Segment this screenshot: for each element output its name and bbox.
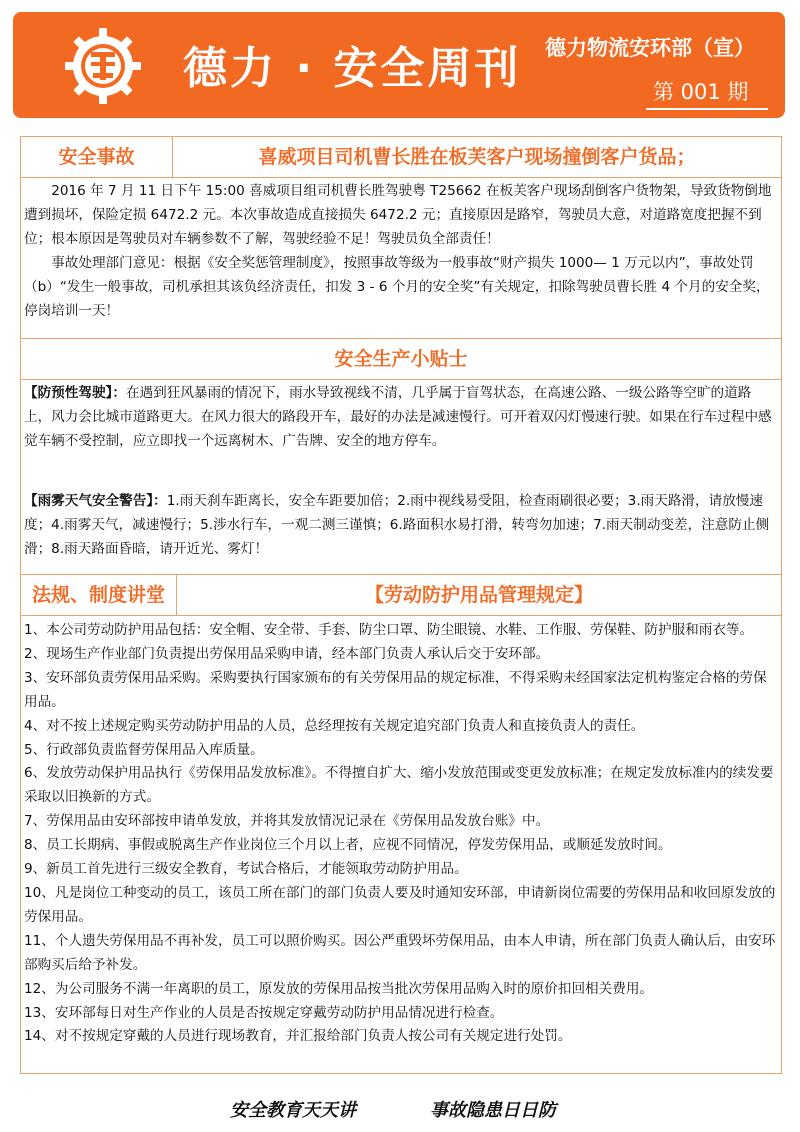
- defensive-driving-label: 【防预性驾驶】：: [24, 385, 126, 401]
- list-item: 8、员工长期病、事假或脱离生产作业岗位三个月以上者，应视不同情况，停发劳保用品，或顺延发放时间。: [24, 837, 672, 854]
- rules-list: [24, 619, 776, 1049]
- newsletter-title: 德力 · 安全周刊: [183, 43, 522, 94]
- list-item: 4、对不按上述规定购买劳动防护用品的人员，总经理按有关规定追究部门负责人和直接负责人的责任。: [24, 717, 645, 734]
- list-item: 3、安环部负责劳保用品采购。采购要执行国家颁布的有关劳保用品的规定标准，不得采购未经国家法定机构鉴定合格的劳保用品。: [24, 669, 767, 710]
- list-item: 2、现场生产作业部门负责提出劳保用品采购申请，经本部门负责人承认后交于安环部。: [24, 645, 550, 662]
- company-gear-logo-icon: [63, 26, 143, 106]
- rules-section-header: [21, 574, 781, 616]
- defensive-driving-tip: [24, 381, 776, 453]
- rain-fog-warning-text: 1.雨天刹车距离长，安全车距要加倍；2.雨中视线易受阻，检查雨刷很必要；3.雨天路滑，请放慢速度；4.雨雾天气，减速慢行；5.涉水行车，一观二测三谨慎；6.路面积水易打滑，转弯勿加速；7.雨天制动变差，注意防止侧滑；8.雨天路面昏暗，请开近光、雾灯！: [24, 493, 770, 557]
- list-item: 6、发放劳动保护用品执行《劳保用品发放标准》。不得擅自扩大、缩小发放范围或变更发放标准；在规定发放标准内的续发要采取以旧换新的方式。: [24, 765, 774, 806]
- list-item: 11、个人遗失劳保用品不再补发，员工可以照价购买。因公严重毁坏劳保用品，由本人申请，所在部门负责人确认后，由安环部购买后给予补发。: [24, 932, 776, 973]
- publisher-name: 德力物流安环部（宣）: [545, 36, 755, 60]
- accident-headline: 喜威项目司机曹长胜在板芙客户现场撞倒客户货品；: [258, 146, 696, 168]
- list-item: 1、本公司劳动防护用品包括：安全帽、安全带、手套、防尘口罩、防尘眼镜、水鞋、工作服、劳保鞋、防护服和雨衣等。: [24, 622, 754, 638]
- list-item: 13、安环部每日对生产作业的人员是否按规定穿戴劳动防护用品情况进行检查。: [24, 1004, 504, 1021]
- defensive-driving-text: 在遇到狂风暴雨的情况下，雨水导致视线不清，几乎属于盲驾状态，在高速公路、一级公路等空旷的道路上，风力会比城市道路更大。在风力很大的路段开车，最好的办法是减速慢行。可开着双闪灯慢速行驶。如果在行车过程中感觉车辆不受控制，应立即找一个远离树木、广告牌、安全的地方停车。: [24, 385, 772, 449]
- list-item: 12、为公司服务不满一年离职的员工，原发放的劳保用品按当批次劳保用品购入时的原价扣回相关费用。: [24, 980, 654, 997]
- accident-description: 2016 年 7 月 11 日下午 15:00 喜威项目组司机曹长胜驾驶粤 T25662 在板芙客户现场刮倒客户货物架，导致货物倒地遭到损坏，保险定损 6472.2 元。本次事故造成直接损失 6472.2 元；直接原因是路窄，驾驶员大意，对道路宽度把握不到位；根本原因是驾驶员对车辆参数不了解，驾驶经验不足！驾驶员负全部责任！: [24, 183, 772, 247]
- footer-slogan-right: 事故隐患日日防: [430, 1100, 556, 1121]
- footer-slogan-left: 安全教育天天讲: [230, 1100, 356, 1121]
- masthead-banner: [13, 12, 785, 118]
- accident-handling-opinion: 事故处理部门意见：根据《安全奖惩管理制度》，按照事故等级为一般事故“财产损失 1000— 1 万元以内”，事故处罚（b）“发生一般事故，司机承担其该负经济责任，扣发 3 - 6 个月的安全奖”有关规定，扣除驾驶员曹长胜 4 个月的安全奖，停岗培训一天！: [24, 255, 770, 319]
- list-item: 9、新员工首先进行三级安全教育，考试合格后，才能领取劳动防护用品。: [24, 861, 468, 878]
- list-item: 5、行政部负责监督劳保用品入库质量。: [24, 741, 264, 758]
- list-item: 7、劳保用品由安环部按申请单发放，并将其发放情况记录在《劳保用品发放台账》中。: [24, 813, 550, 830]
- accident-section-label: 安全事故: [21, 137, 173, 177]
- rules-section-label: 法规、制度讲堂: [21, 575, 177, 615]
- rain-fog-warning: [24, 489, 776, 561]
- list-item: 10、凡是岗位工种变动的员工，该员工所在部门的部门负责人要及时通知安环部，申请新岗位需要的劳保用品和收回原发放的劳保用品。: [24, 884, 776, 925]
- rain-fog-warning-label: 【雨雾天气安全警告】：: [24, 493, 167, 509]
- list-item: 14、对不按规定穿戴的人员进行现场教育，并汇报给部门负责人按公司有关规定进行处罚。: [24, 1028, 572, 1045]
- content-frame: [20, 136, 782, 1074]
- accident-section-header: [21, 137, 781, 178]
- issue-number: 第 001 期: [653, 80, 749, 104]
- tips-section-title: 安全生产小贴士: [21, 338, 781, 380]
- rules-title: 【劳动防护用品管理规定】: [364, 584, 593, 606]
